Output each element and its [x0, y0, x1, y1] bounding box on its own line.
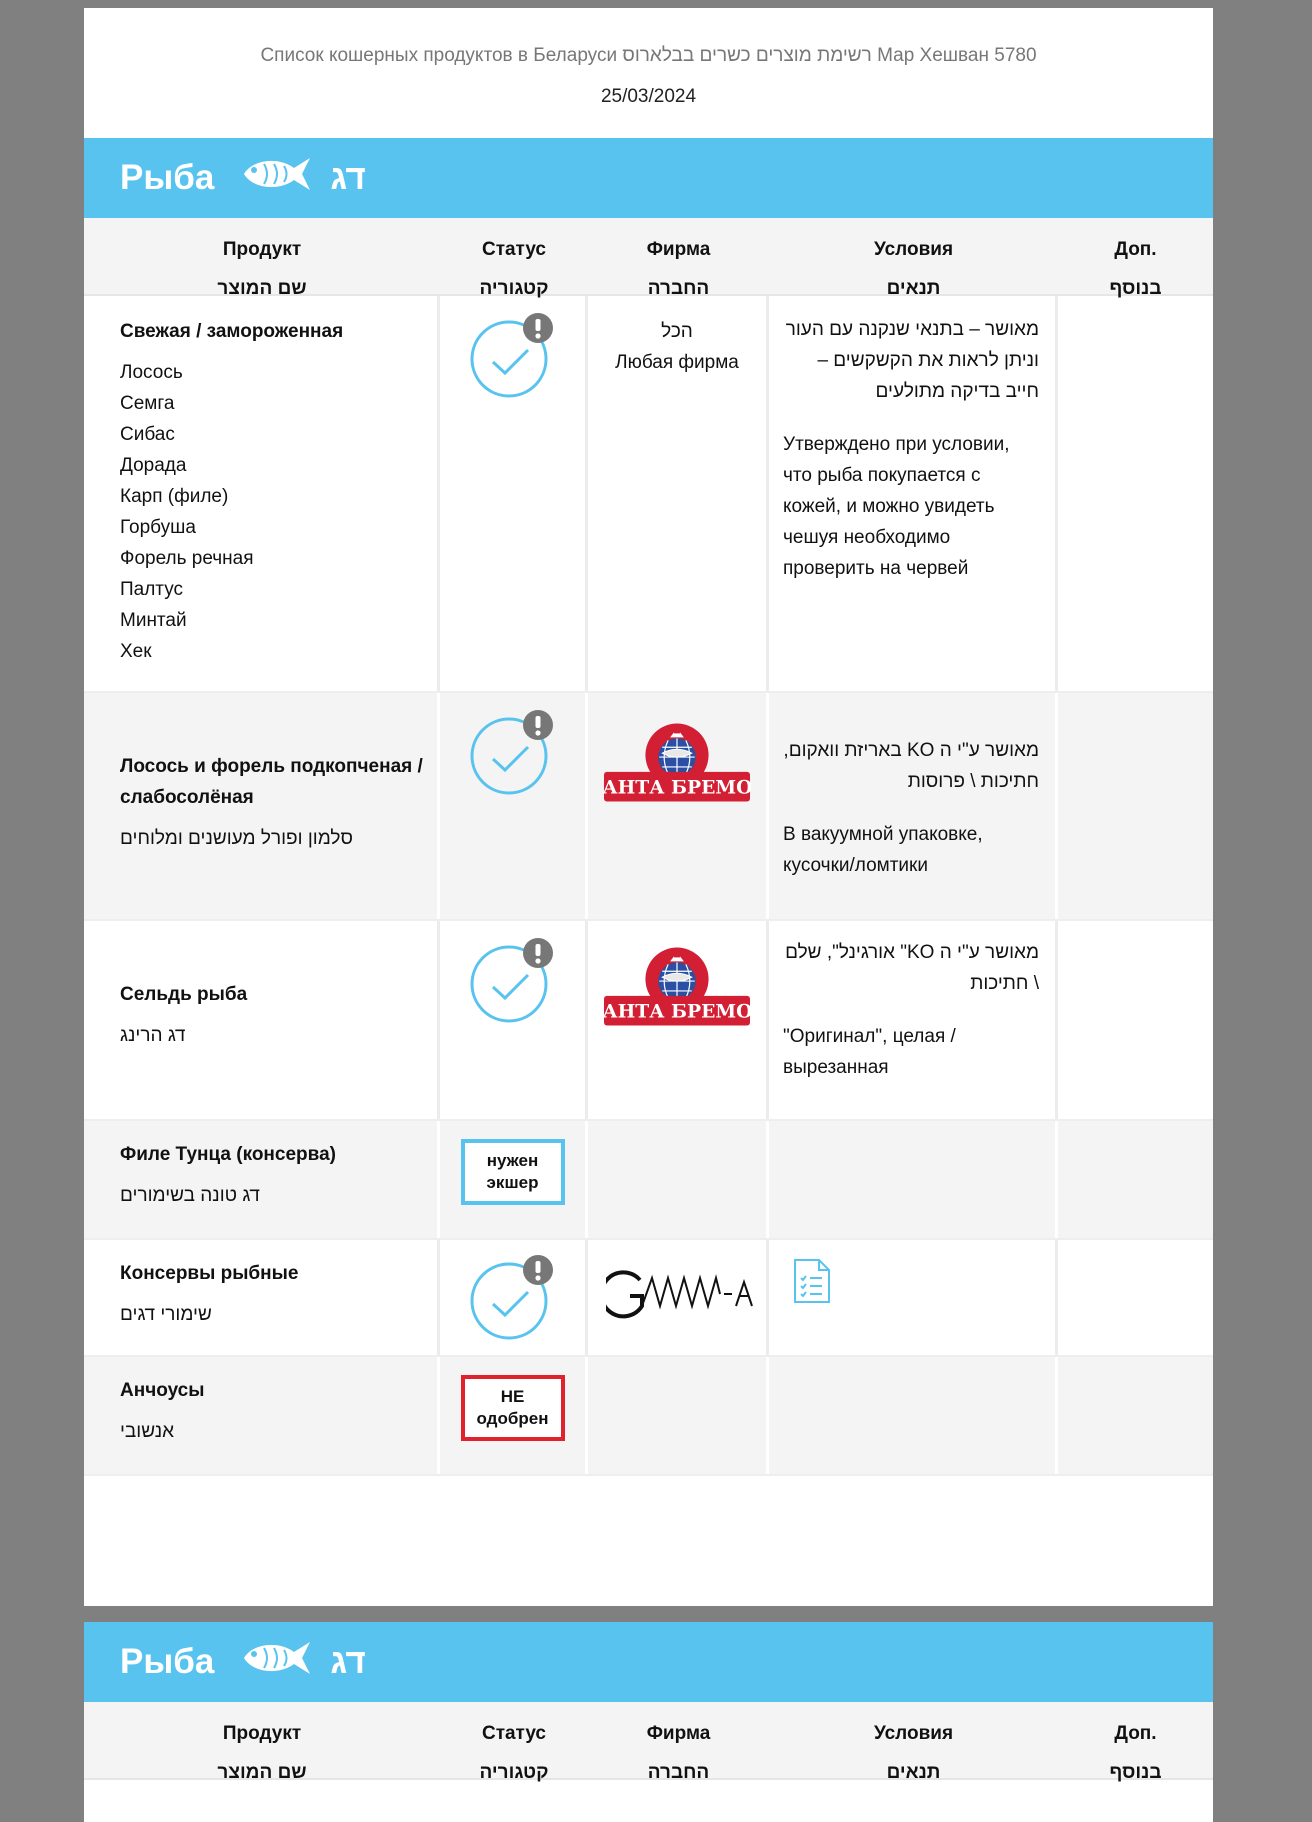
santa-bremor-logo — [603, 719, 751, 809]
product-name: Филе Тунца (консерва) — [120, 1144, 336, 1165]
conditions-he: מאושר ע"י ה KO באריזת וואקום, חתיכות \ פרוסות — [783, 740, 1039, 792]
product-cell — [84, 693, 440, 919]
conditions-ru: Утверждено при условии, что рыба покупается с кожей, и можно увидеть чешуя необходимо проверить на червей — [783, 434, 1010, 579]
header-label: Продукт — [222, 239, 302, 260]
header-label: Доп. — [1114, 1723, 1157, 1744]
status-badge: нужен экшер — [461, 1139, 565, 1205]
table-row — [84, 1357, 1213, 1476]
firm-cell — [588, 693, 769, 919]
list-item: Палтус — [120, 579, 184, 600]
fish-icon — [238, 154, 314, 203]
product-name: Лосось и форель подкопченая / слабосолёная — [120, 756, 423, 808]
gamma-a-logo — [606, 1264, 754, 1324]
status-cell — [440, 1240, 588, 1355]
document-page — [84, 8, 1213, 1606]
product-name-he: דג הרינג — [120, 1025, 186, 1046]
list-item: Дорада — [120, 455, 187, 476]
product-cell — [84, 921, 440, 1119]
header-product — [84, 218, 440, 299]
header-status — [440, 1702, 588, 1783]
product-name: Анчоусы — [120, 1380, 205, 1401]
extra-cell — [1058, 1357, 1213, 1474]
header-label: Доп. — [1114, 239, 1157, 260]
header-label-he: החברה — [647, 278, 710, 299]
section-banner — [84, 1622, 1213, 1702]
santa-bremor-logo — [603, 943, 751, 1033]
header-label-he: שם המוצר — [217, 278, 307, 299]
header-conditions — [769, 1702, 1058, 1783]
extra-cell — [1058, 1240, 1213, 1355]
list-item: Хек — [120, 641, 152, 662]
list-item: Минтай — [120, 610, 187, 631]
product-name-he: שימורי דגים — [120, 1304, 212, 1325]
firm-cell — [588, 1240, 769, 1355]
conditions-ru: В вакуумной упаковке, кусочки/ломтики — [783, 824, 983, 876]
table-header — [84, 1702, 1213, 1783]
status-badge: НЕ одобрен — [461, 1375, 565, 1441]
table-row — [84, 921, 1213, 1121]
header-label: Статус — [481, 239, 547, 260]
header-label-he: בנוסף — [1109, 1762, 1162, 1783]
header-label-he: בנוסף — [1109, 278, 1162, 299]
table-row — [84, 1240, 1213, 1357]
firm-name-he: הכל — [661, 321, 693, 342]
header-label: Фирма — [646, 239, 711, 260]
list-item: Горбуша — [120, 517, 196, 538]
conditions-cell — [769, 921, 1058, 1119]
header-extra — [1058, 218, 1213, 299]
section-banner — [84, 138, 1213, 218]
firm-cell — [588, 296, 769, 691]
list-item: Лосось — [120, 362, 183, 383]
document-icon[interactable] — [793, 1258, 831, 1304]
product-name-he: דג טונה בשימורים — [120, 1185, 260, 1206]
header-conditions — [769, 218, 1058, 299]
list-item: Карп (филе) — [120, 486, 229, 507]
document-page-2 — [84, 1622, 1213, 1822]
conditions-cell — [769, 1121, 1058, 1238]
conditions-cell — [769, 1357, 1058, 1474]
approved-check-icon[interactable] — [468, 1254, 558, 1344]
extra-cell — [1058, 1121, 1213, 1238]
product-name: Сельдь рыба — [120, 984, 248, 1005]
section-title-ru: Рыба — [120, 158, 215, 197]
section-title-he: דג — [330, 158, 366, 197]
status-cell — [440, 296, 588, 691]
document-header — [84, 8, 1213, 138]
product-cell — [84, 296, 440, 691]
document-date: 25/03/2024 — [600, 86, 697, 107]
header-label: Фирма — [646, 1723, 711, 1744]
approved-check-icon[interactable] — [468, 709, 558, 799]
extra-cell — [1058, 296, 1213, 691]
conditions-ru: "Оригинал", целая / вырезанная — [783, 1026, 956, 1078]
table-row — [84, 296, 1213, 693]
product-name: Свежая / замороженная — [120, 321, 344, 342]
status-cell — [440, 693, 588, 919]
section-title-ru: Рыба — [120, 1642, 215, 1681]
status-cell — [440, 1357, 588, 1474]
header-label: Статус — [481, 1723, 547, 1744]
header-label-he: קטגוריה — [479, 1762, 549, 1783]
product-cell — [84, 1121, 440, 1238]
extra-cell — [1058, 693, 1213, 919]
header-label: Условия — [873, 1723, 954, 1744]
table-row — [84, 1121, 1213, 1240]
approved-check-icon[interactable] — [468, 937, 558, 1027]
header-label-he: תנאים — [886, 278, 941, 299]
extra-cell — [1058, 921, 1213, 1119]
conditions-cell — [769, 693, 1058, 919]
list-item: Семга — [120, 393, 175, 414]
product-name-he: סלמון ופורל מעושנים ומלוחים — [120, 828, 353, 849]
header-label: Продукт — [222, 1723, 302, 1744]
conditions-he: מאושר ע"י ה KO" אורגינל", שלם \ חתיכות — [785, 942, 1039, 994]
list-item: Сибас — [120, 424, 175, 445]
firm-cell — [588, 1357, 769, 1474]
document-title: Список кошерных продуктов в Беларуси רשימת מוצרים כשרים בבלארוס Мар Хешван 5780 — [260, 45, 1037, 66]
header-label: Условия — [873, 239, 954, 260]
firm-name-ru: Любая фирма — [615, 352, 739, 373]
product-cell — [84, 1240, 440, 1355]
approved-check-icon[interactable] — [468, 312, 558, 402]
section-title-he: דג — [330, 1642, 366, 1681]
table-header — [84, 218, 1213, 299]
firm-cell — [588, 1121, 769, 1238]
status-cell — [440, 1121, 588, 1238]
firm-cell — [588, 921, 769, 1119]
product-cell — [84, 1357, 440, 1474]
header-label-he: החברה — [647, 1762, 710, 1783]
list-item: Форель речная — [120, 548, 254, 569]
header-product — [84, 1702, 440, 1783]
status-cell — [440, 921, 588, 1119]
product-name: Консервы рыбные — [120, 1263, 299, 1284]
header-firm — [588, 218, 769, 299]
header-label-he: תנאים — [886, 1762, 941, 1783]
conditions-he: מאושר – בתנאי שנקנה עם העור וניתן לראות את הקשקשים – חייב בדיקה מתולעים — [785, 319, 1039, 402]
product-list — [120, 357, 437, 667]
conditions-cell — [769, 296, 1058, 691]
header-label-he: קטגוריה — [479, 278, 549, 299]
conditions-cell — [769, 1240, 1058, 1355]
table-row — [84, 693, 1213, 921]
header-firm — [588, 1702, 769, 1783]
header-status — [440, 218, 588, 299]
header-extra — [1058, 1702, 1213, 1783]
product-name-he: אנשובי — [120, 1421, 175, 1442]
fish-icon — [238, 1638, 314, 1687]
header-label-he: שם המוצר — [217, 1762, 307, 1783]
